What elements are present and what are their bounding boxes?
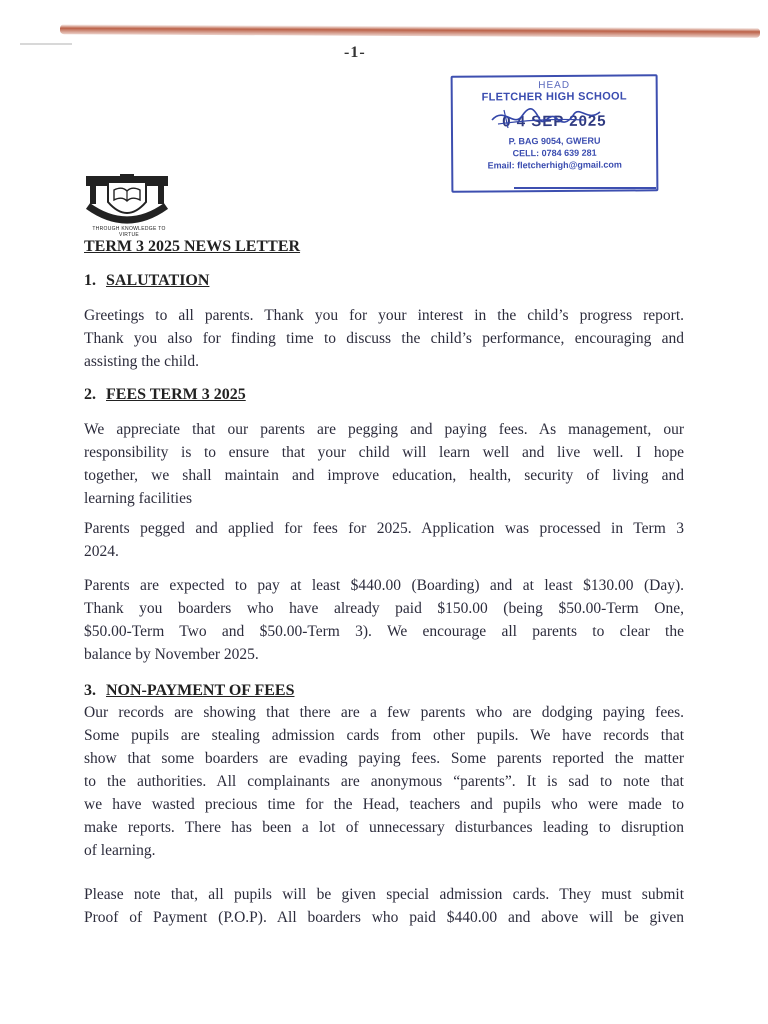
school-crest-icon [84, 172, 170, 230]
text-line: Some pupils are stealing admission cards from other pupils. We have records that [84, 727, 684, 744]
text-line: Parents are expected to pay at least $440.00 (Boarding) and at least $130.00 (Day). [84, 577, 684, 594]
section-number: 3. [84, 682, 96, 699]
section-heading-salutation [84, 272, 209, 290]
paragraph-fees-appreciation [84, 418, 684, 510]
text-line: 2024. [84, 543, 119, 560]
text-line: Proof of Payment (P.O.P). All boarders who paid $440.00 and above will be given [84, 909, 684, 926]
paragraph-salutation [84, 304, 684, 373]
text-line: Parents pegged and applied for fees for 2025. Application was processed in Term 3 [84, 520, 684, 537]
text-line: show that some boarders are evading paying fees. Some parents reported the matter [84, 750, 684, 767]
newsletter-title: TERM 3 2025 NEWS LETTER [84, 238, 301, 255]
stamp-address: P. BAG 9054, GWERU [508, 135, 601, 147]
text-line: Our records are showing that there are a few parents who are dodging paying fees. [84, 704, 684, 721]
signature-icon [484, 98, 604, 138]
paragraph-non-payment [84, 701, 684, 862]
text-line: together, we shall maintain and improve education, health, security of living and [84, 467, 684, 484]
text-line: assisting the child. [84, 353, 199, 370]
text-line: we have wasted precious time for the Head, teachers and pupils who were made to [84, 796, 684, 813]
paper-edge-mark [20, 43, 72, 45]
text-line: We appreciate that our parents are pegging and paying fees. As management, our [84, 421, 684, 438]
text-line: make reports. There has been a lot of unnecessary disturbances leading to disruption [84, 819, 684, 836]
section-number: 2. [84, 386, 96, 403]
section-heading-fees [84, 386, 246, 404]
text-line: Please note that, all pupils will be given special admission cards. They must submit [84, 886, 684, 903]
section-title: NON-PAYMENT OF FEES [106, 682, 295, 699]
text-line: Greetings to all parents. Thank you for your interest in the child’s progress report. [84, 307, 684, 324]
stamp-cell: CELL: 0784 639 281 [512, 147, 597, 159]
section-heading-non-payment [84, 682, 294, 700]
section-title: FEES TERM 3 2025 [106, 386, 246, 403]
stamp-head: HEAD [538, 79, 571, 92]
section-number: 1. [84, 272, 96, 289]
section-title: SALUTATION [106, 272, 210, 289]
text-line: Thank you boarders who have already paid $150.00 (being $50.00-Term One, [84, 600, 684, 617]
text-line: balance by November 2025. [84, 646, 259, 663]
text-line: of learning. [84, 842, 156, 859]
page-number: -1- [344, 44, 366, 61]
stamp-date: 0 4 SEP 2025 [502, 112, 607, 131]
stamp-email: Email: fletcherhigh@gmail.com [487, 159, 622, 171]
text-line: Thank you also for finding time to discuss the child’s performance, encouraging and [84, 330, 684, 347]
crest-tagline: THROUGH KNOWLEDGE TO VIRTUE [92, 226, 166, 238]
paragraph-admission-cards [84, 883, 684, 929]
stamp-school-name: FLETCHER HIGH SCHOOL [481, 90, 627, 104]
paragraph-fees-pegged [84, 517, 684, 563]
text-line: learning facilities [84, 490, 193, 507]
stamp-underline [514, 187, 656, 189]
text-line: to the authorities. All complainants are anonymous “parents”. It is sad to note that [84, 773, 684, 790]
paragraph-fees-amounts [84, 574, 684, 666]
paper-edge-stain [60, 24, 760, 38]
text-line: $50.00-Term Two and $50.00-Term 3). We encourage all parents to clear the [84, 623, 684, 640]
text-line: responsibility is to ensure that your child will learn well and live well. I hope [84, 444, 684, 461]
